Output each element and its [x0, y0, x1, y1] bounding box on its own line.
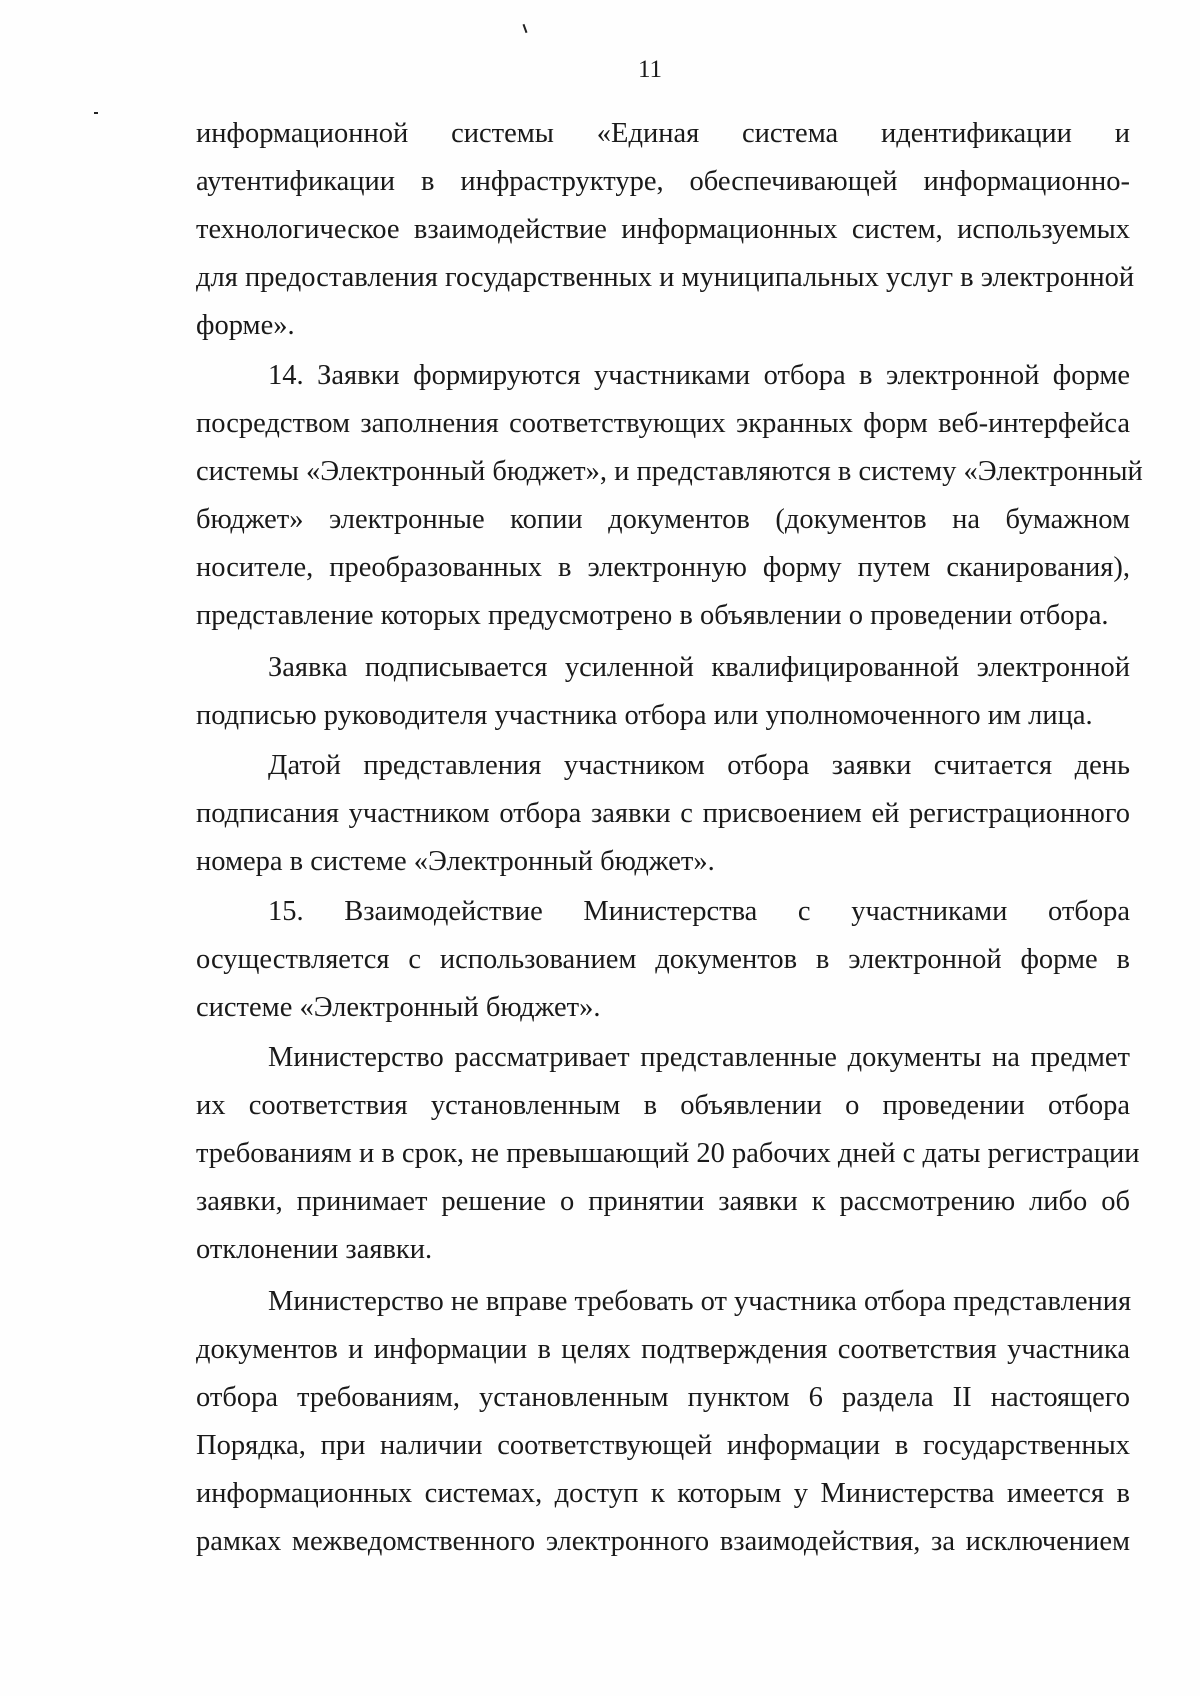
text-line: технологическое взаимодействие информационных систем, используемых [196, 214, 1130, 245]
paragraph [196, 644, 1130, 740]
scan-speck [523, 24, 528, 33]
text-line: отбора требованиям, установленным пунктом 6 раздела II настоящего [196, 1382, 1130, 1413]
text-line: информационных системах, доступ к которым у Министерства имеется в [196, 1478, 1130, 1509]
text-line: подписью руководителя участника отбора или уполномоченного им лица. [196, 700, 1093, 731]
text-line: Министерство не вправе требовать от участника отбора представления [268, 1286, 1132, 1317]
text-line: бюджет» электронные копии документов (документов на бумажном [196, 504, 1130, 535]
text-line: Заявка подписывается усиленной квалифицированной электронной [268, 652, 1130, 683]
text-line: Порядка, при наличии соответствующей информации в государственных [196, 1430, 1130, 1461]
text-line: 14. Заявки формируются участниками отбора в электронной форме [268, 360, 1130, 391]
paragraph [196, 1278, 1130, 1566]
text-line: рамках межведомственного электронного взаимодействия, за исключением [196, 1526, 1130, 1557]
paragraph [196, 888, 1130, 1032]
text-line: посредством заполнения соответствующих экранных форм веб-интерфейса [196, 408, 1130, 439]
text-line: подписания участником отбора заявки с присвоением ей регистрационного [196, 798, 1130, 829]
paragraph [196, 110, 1135, 350]
text-line: их соответствия установленным в объявлении о проведении отбора [196, 1090, 1130, 1121]
text-line: требованиям и в срок, не превышающий 20 рабочих дней с даты регистрации [196, 1138, 1140, 1169]
text-line: документов и информации в целях подтверждения соответствия участника [196, 1334, 1130, 1365]
text-line: Министерство рассматривает представленные документы на предмет [268, 1042, 1130, 1073]
paragraph [196, 1034, 1140, 1274]
text-line: носителе, преобразованных в электронную форму путем сканирования), [196, 552, 1130, 583]
text-line: информационной системы «Единая система идентификации и [196, 118, 1130, 149]
text-line: системы «Электронный бюджет», и представляются в систему «Электронный [196, 456, 1143, 487]
scan-speck [94, 112, 98, 114]
text-line: аутентификации в инфраструктуре, обеспечивающей информационно- [196, 166, 1130, 197]
text-line: заявки, принимает решение о принятии заявки к рассмотрению либо об [196, 1186, 1130, 1217]
text-line: Датой представления участником отбора заявки считается день [268, 750, 1130, 781]
text-line: отклонении заявки. [196, 1234, 433, 1265]
page-number: 11 [637, 56, 663, 83]
text-line: осуществляется с использованием документов в электронной форме в [196, 944, 1130, 975]
text-line: системе «Электронный бюджет». [196, 992, 601, 1023]
text-line: представление которых предусмотрено в объявлении о проведении отбора. [196, 600, 1109, 631]
text-line: 15. Взаимодействие Министерства с участниками отбора [268, 896, 1130, 927]
text-line: номера в системе «Электронный бюджет». [196, 846, 715, 877]
paragraph [196, 742, 1130, 886]
paragraph [196, 352, 1143, 640]
text-line: форме». [196, 310, 295, 341]
text-line: для предоставления государственных и муниципальных услуг в электронной [196, 262, 1135, 293]
